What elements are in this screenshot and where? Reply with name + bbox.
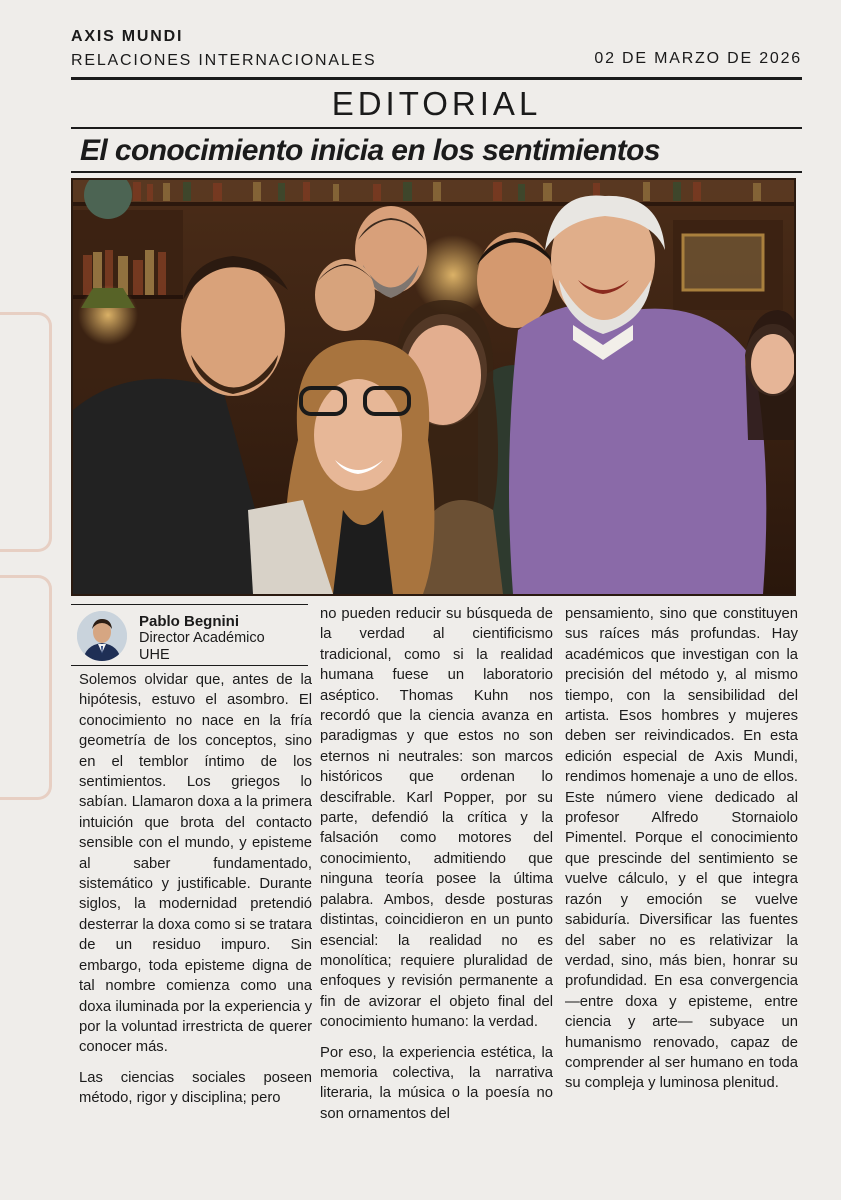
author-avatar — [77, 611, 127, 661]
divider — [71, 127, 802, 129]
article-column-2 — [320, 604, 553, 1176]
article-column-3 — [565, 604, 798, 1176]
section-kicker: EDITORIAL — [331, 85, 542, 122]
article-column-1 — [79, 670, 312, 1175]
author-role: Director Académico — [139, 630, 265, 646]
article-paragraph: pensamiento, sino que constituyen sus raíces más profundas. Hay académicos que investigan con la precisión del método y, al mismo tiempo, con la sensibilidad del artista. Esos hombres y mujeres deben ser reivindicados. En esta edición especial de Axis Mundi, rendimos homenaje a uno de ellos. Este número viene dedicado al profesor Alfredo Stornaiolo Pimentel. Porque el conocimiento que prescinde del sentimiento se vuelve cálculo, y el que integra razón y emoción se vuelve sabiduría. Diversificar las fuentes del saber no es relativizar la verdad, sino, más bien, honrar su profundidad. En esa convergencia —entre doxa y episteme, entre ciencia y arte— subyace un humanismo renovado, capaz de comprender al ser humano en toda su compleja y luminosa plenitud. — [565, 606, 798, 1092]
issue-date: 02 DE MARZO DE 2026 — [594, 50, 802, 67]
group-photo-illustration — [71, 178, 796, 596]
article-paragraph: Solemos olvidar que, antes de la hipótesis, estuvo el asombro. El conocimiento no nace en la fría geometría de los conceptos, sino en el temblor íntimo de los sentimientos. Los griegos lo sabían. Llamaron doxa a la primera intuición que brota del contacto sensible con el mundo, y episteme al saber fundamentado, sistemático y justificable. Durante siglos, la modernidad pretendió desterrar la doxa como si se tratara de un residuo impuro. Sin embargo, toda episteme digna de tal nombre comienza como una doxa iluminada por la experiencia y por la voluntad irrestricta de querer conocer más. — [79, 672, 312, 1056]
brand-name: AXIS MUNDI — [71, 28, 184, 45]
masthead — [71, 28, 802, 78]
author-name: Pablo Begnini — [139, 613, 240, 630]
article-paragraph: Por eso, la experiencia estética, la memoria colectiva, la narrativa literaria, la música o la poesía no son ornamentos del — [320, 1044, 553, 1122]
divider — [71, 77, 802, 80]
headline: El conocimiento inicia en los sentimientos — [80, 134, 660, 167]
decorative-letter-shape — [0, 312, 52, 552]
divider — [71, 171, 802, 173]
section-name: RELACIONES INTERNACIONALES — [71, 52, 377, 69]
author-byline — [71, 604, 308, 666]
author-organization: UHE — [139, 647, 170, 663]
article-paragraph: Las ciencias sociales poseen método, rigor y disciplina; pero — [79, 1069, 312, 1107]
article-paragraph: no pueden reducir su búsqueda de la verdad al cientificismo tradicional, como si la realidad humana fuese un laboratorio aséptico. Thomas Kuhn nos recordó que la ciencia avanza en paradigmas y que estos no son eternos ni neutrales: son marcos históricos que ordenan lo descifrable. Karl Popper, por su parte, defendió la crítica y la falsación como motores del conocimiento, admitiendo que ninguna teoría posee la última palabra. Ambos, desde posturas distintas, coincidieron en un punto esencial: la realidad no es monolítica; requiere pluralidad de enfoques y revisión permanente a fin de avizorar el objeto final del conocimiento humano: la verdad. — [320, 606, 553, 1031]
decorative-letter-shape — [0, 575, 52, 800]
